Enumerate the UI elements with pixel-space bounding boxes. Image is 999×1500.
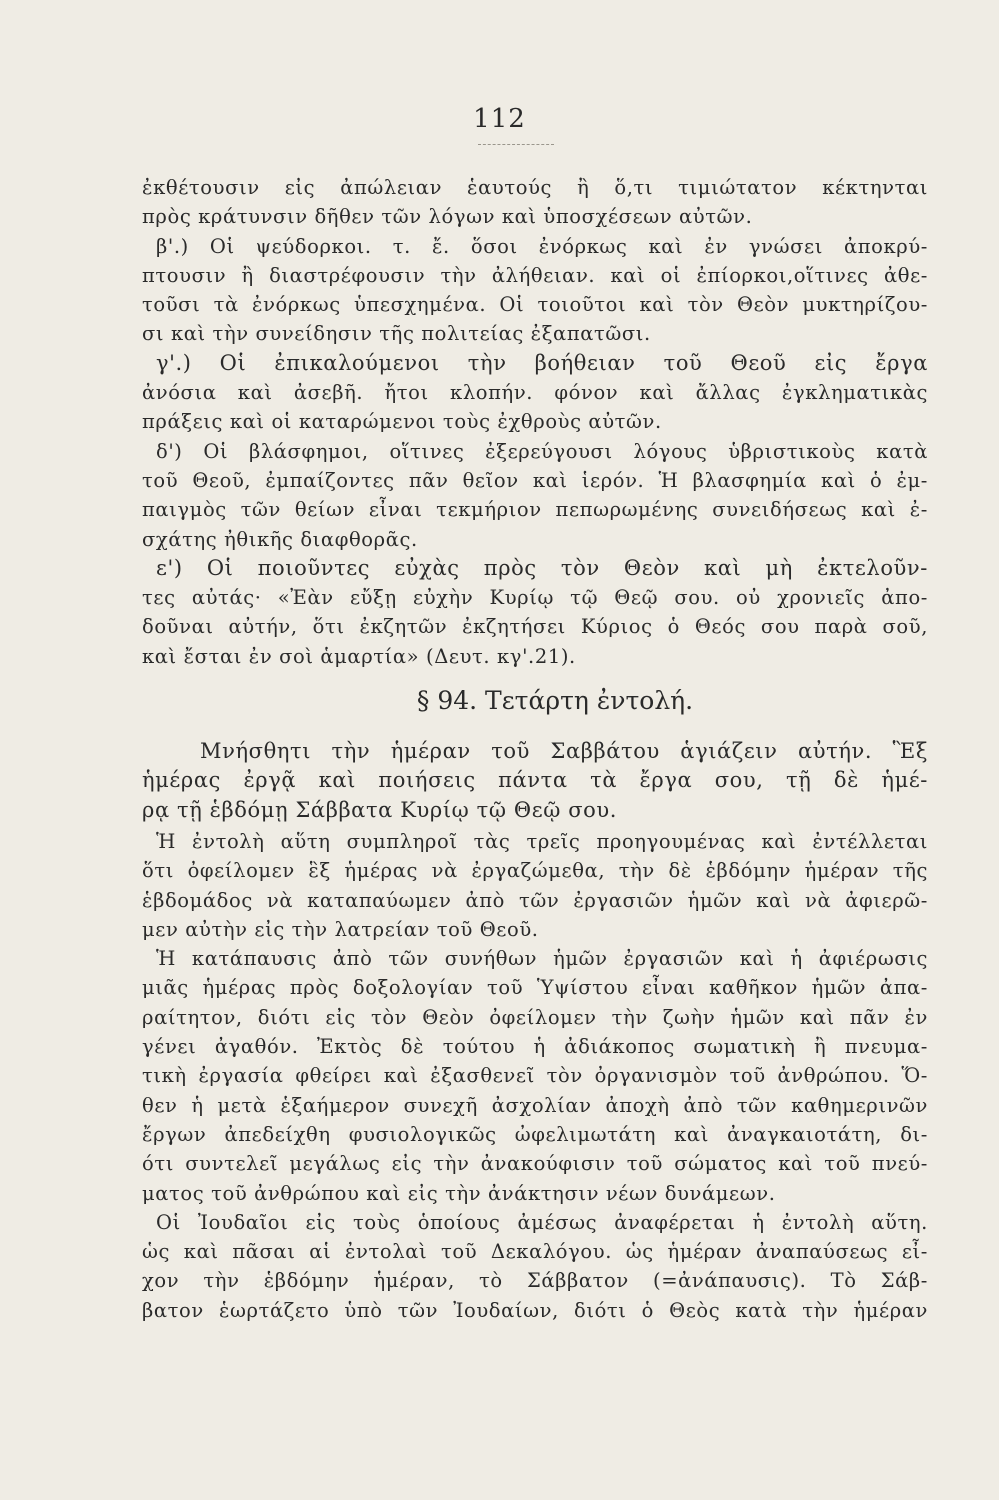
text-line: βατον ἑωρτάζετο ὑπὸ τῶν Ἰουδαίων, διότι ὁ Θεὸς κατὰ τὴν ἡμέραν [142, 1298, 928, 1322]
text-line: ἑβδομάδος νὰ καταπαύωμεν ἀπὸ τῶν ἐργασιῶν ἡμῶν καὶ νὰ ἀφιερῶ- [142, 888, 928, 912]
text-line: ὅτι ὀφείλομεν ἓξ ἡμέρας νὰ ἐργαζώμεθα, τὴν δὲ ἑβδόμην ἡμέραν τῆς [142, 859, 928, 883]
text-line: τικὴ ἐργασία φθείρει καὶ ἐξασθενεῖ τὸν ὀργανισμὸν τοῦ ἀνθρώπου. Ὅ- [142, 1064, 928, 1088]
text-line: παιγμὸς τῶν θείων εἶναι τεκμήριον πεπωρωμένης συνειδήσεως καὶ ἐ- [142, 498, 928, 522]
text-line: τες αὐτάς· «Ἐὰν εὔξῃ εὐχὴν Κυρίῳ τῷ Θεῷ σου. οὐ χρονιεῖς ἀπο- [142, 586, 928, 610]
text-line: πράξεις καὶ οἱ καταρώμενοι τοὺς ἐχθροὺς αὐτῶν. [142, 410, 662, 434]
text-line: ἀνόσια καὶ ἀσεβῆ. ἤτοι κλοπήν. φόνον καὶ ἄλλας ἐγκληματικὰς [142, 381, 928, 405]
text-line: ε') Οἱ ποιοῦντες εὐχὰς πρὸς τὸν Θεὸν καὶ μὴ ἐκτελοῦν- [156, 555, 928, 580]
text-line: μιᾶς ἡμέρας πρὸς δοξολογίαν τοῦ Ὑψίστου εἶναι καθῆκον ἡμῶν ἀπα- [142, 976, 928, 1000]
text-line: Ἡ κατάπαυσις ἀπὸ τῶν συνήθων ἡμῶν ἐργασιῶν καὶ ἡ ἀφιέρωσις [156, 947, 928, 971]
text-line: πρὸς κράτυνσιν δῆθεν τῶν λόγων καὶ ὑποσχέσεων αὐτῶν. [142, 205, 753, 229]
page-text [142, 173, 928, 1325]
text-line: σι καὶ τὴν συνείδησιν τῆς πολιτείας ἐξαπατῶσι. [142, 322, 651, 346]
text-line: ματος τοῦ ἀνθρώπου καὶ εἰς τὴν ἀνάκτησιν νέων δυνάμεων. [142, 1181, 776, 1205]
text-line: τοῦσι τὰ ἐνόρκως ὑπεσχημένα. Οἱ τοιοῦτοι καὶ τὸν Θεὸν μυκτηρίζου- [142, 293, 928, 317]
text-line: ραίτητον, διότι εἰς τὸν Θεὸν ὀφείλομεν τὴν ζωὴν ἡμῶν καὶ πᾶν ἐν [142, 1005, 928, 1029]
text-line: β'.) Οἱ ψεύδορκοι. τ. ἔ. ὅσοι ἐνόρκως καὶ ἐν γνώσει ἀποκρύ- [156, 234, 928, 258]
text-line: τοῦ Θεοῦ, ἐμπαίζοντες πᾶν θεῖον καὶ ἱερόν. Ἡ βλασφημία καὶ ὁ ἐμ- [142, 468, 928, 492]
text-line: μεν αὐτὴν εἰς τὴν λατρείαν τοῦ Θεοῦ. [142, 917, 539, 941]
commandment-line: Μνήσθητι τὴν ἡμέραν τοῦ Σαββάτου ἁγιάζειν αὐτήν. Ἓξ [200, 739, 928, 764]
text-line: δ') Οἱ βλάσφημοι, οἵτινες ἐξερεύγουσι λόγους ὑβριστικοὺς κατὰ [156, 439, 928, 463]
text-line: ότι συντελεῖ μεγάλως εἰς τὴν ἀνακούφισιν τοῦ σώματος καὶ τοῦ πνεύ- [142, 1152, 928, 1176]
text-line: γένει ἀγαθόν. Ἐκτὸς δὲ τούτου ἡ ἀδιάκοπος σωματικὴ ἢ πνευμα- [142, 1035, 928, 1059]
text-line: Ἡ ἐντολὴ αὕτη συμπληροῖ τὰς τρεῖς προηγουμένας καὶ ἐντέλλεται [156, 829, 928, 853]
text-line: ὡς καὶ πᾶσαι αἱ ἐντολαὶ τοῦ Δεκαλόγου. ὡς ἡμέραν ἀναπαύσεως εἶ- [142, 1240, 928, 1264]
text-line: καὶ ἔσται ἐν σοὶ ἁμαρτία» (Δευτ. κγ'.21). [142, 644, 576, 668]
text-line: πτουσιν ἢ διαστρέφουσιν τὴν ἀλήθειαν. καὶ οἱ ἐπίορκοι,οἵτινες ἀθε- [142, 263, 928, 287]
text-line: ἔργων ἀπεδείχθη φυσιολογικῶς ὠφελιμωτάτη καὶ ἀναγκαιοτάτη, δι- [142, 1122, 928, 1146]
text-line: σχάτης ἠθικῆς διαφθορᾶς. [142, 527, 418, 551]
text-line: Οἱ Ἰουδαῖοι εἰς τοὺς ὁποίους ἀμέσως ἀναφέρεται ἡ ἐντολὴ αὕτη. [156, 1210, 928, 1234]
text-line: θεν ἡ μετὰ ἑξαήμερον συνεχῆ ἀσχολίαν ἀποχὴ ἀπὸ τῶν καθημερινῶν [142, 1093, 928, 1117]
commandment-line: ἡμέρας ἐργᾷ καὶ ποιήσεις πάντα τὰ ἔργα σου, τῇ δὲ ἡμέ- [142, 768, 928, 793]
text-line: χον τὴν ἑβδόμην ἡμέραν, τὸ Σάββατον (=ἀνάπαυσις). Τὸ Σάβ- [142, 1269, 928, 1293]
text-line: γ'.) Οἱ ἐπικαλούμενοι τὴν βοήθειαν τοῦ Θεοῦ εἰς ἔργα [156, 350, 928, 375]
page-number: 112 [473, 104, 526, 134]
text-line: ἐκθέτουσιν εἰς ἀπώλειαν ἑαυτούς ἢ ὅ,τι τιμιώτατον κέκτηνται [142, 176, 928, 199]
section-heading: § 94. Τετάρτη ἐντολή. [416, 686, 694, 716]
commandment-line: ρᾳ τῇ ἑβδόμῃ Σάββατα Κυρίῳ τῷ Θεῷ σου. [142, 797, 618, 822]
page-number-rule [478, 144, 554, 145]
text-line: δοῦναι αὐτήν, ὅτι ἐκζητῶν ἐκζητήσει Κύριος ὁ Θεός σου παρὰ σοῦ, [142, 615, 928, 639]
